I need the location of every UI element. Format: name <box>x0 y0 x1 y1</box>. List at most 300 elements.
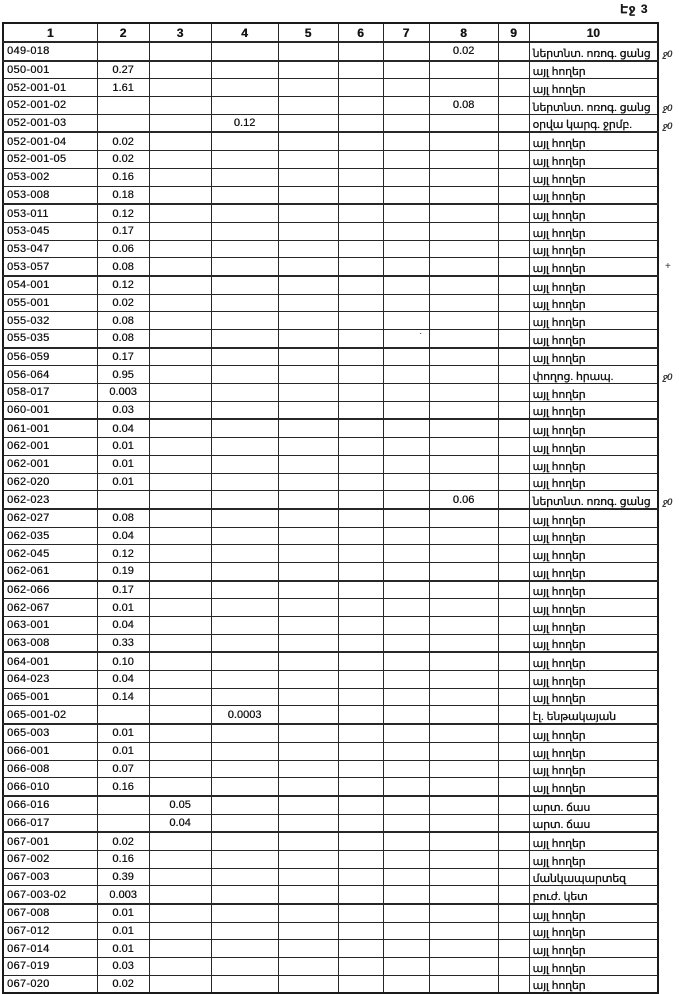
note-cell: այլ հողեր <box>529 832 658 850</box>
table-row <box>3 419 658 437</box>
value-cell <box>498 366 529 384</box>
value-cell <box>383 617 429 635</box>
value-cell <box>149 671 211 689</box>
value-cell <box>429 904 498 922</box>
value-cell <box>383 312 429 330</box>
value-cell <box>211 724 278 742</box>
value-cell <box>278 688 338 706</box>
value-cell <box>149 294 211 312</box>
value-cell <box>278 724 338 742</box>
value-cell <box>498 384 529 402</box>
land-register-table <box>2 22 673 994</box>
parcel-code-cell: 067-008 <box>3 904 97 922</box>
note-cell: այլ հողեր <box>529 186 658 204</box>
parcel-code-cell: 049-018 <box>3 42 97 61</box>
value-cell <box>429 886 498 904</box>
value-cell <box>498 276 529 294</box>
value-cell <box>278 850 338 868</box>
value-cell: 0.16 <box>97 778 149 796</box>
note-cell: այլ հողեր <box>529 222 658 240</box>
value-cell <box>498 850 529 868</box>
value-cell <box>211 922 278 940</box>
value-cell <box>211 832 278 850</box>
parcel-code-cell: 062-045 <box>3 545 97 563</box>
value-cell <box>278 778 338 796</box>
value-cell <box>383 276 429 294</box>
value-cell <box>278 312 338 330</box>
parcel-code-cell: 052-001-01 <box>3 79 97 97</box>
value-cell <box>211 330 278 348</box>
value-cell: 0.16 <box>97 850 149 868</box>
value-cell <box>338 348 383 366</box>
value-cell <box>383 688 429 706</box>
table-row <box>3 760 658 778</box>
value-cell <box>338 706 383 724</box>
table-row <box>3 778 658 796</box>
value-cell <box>498 419 529 437</box>
note-cell: այլ հողեր <box>529 240 658 258</box>
value-cell <box>338 401 383 419</box>
value-cell <box>338 132 383 150</box>
value-cell: 0.16 <box>97 168 149 186</box>
value-cell <box>149 832 211 850</box>
value-cell: 0.08 <box>97 312 149 330</box>
value-cell <box>429 438 498 456</box>
value-cell <box>383 922 429 940</box>
value-cell <box>429 132 498 150</box>
note-cell: այլ հողեր <box>529 348 658 366</box>
parcel-code-cell: 067-020 <box>3 975 97 993</box>
value-cell: 0.04 <box>97 419 149 437</box>
value-cell <box>211 581 278 599</box>
value-cell <box>498 975 529 993</box>
value-cell <box>498 61 529 79</box>
value-cell <box>429 258 498 276</box>
value-cell <box>498 634 529 652</box>
value-cell <box>97 42 149 61</box>
value-cell <box>429 868 498 886</box>
note-cell: օրվա կարգ. ջրմբ. ջ0 <box>529 114 658 132</box>
value-cell <box>498 240 529 258</box>
value-cell <box>498 294 529 312</box>
value-cell <box>149 491 211 509</box>
note-cell: այլ հողեր <box>529 688 658 706</box>
note-cell: այլ հողեր <box>529 545 658 563</box>
value-cell <box>278 186 338 204</box>
value-cell <box>149 419 211 437</box>
value-cell <box>278 671 338 689</box>
column-header: 9 <box>498 23 529 42</box>
value-cell <box>338 940 383 958</box>
value-cell <box>383 366 429 384</box>
value-cell <box>211 742 278 760</box>
value-cell <box>383 132 429 150</box>
value-cell <box>383 294 429 312</box>
value-cell <box>383 509 429 527</box>
note-cell: ներտնտ. ոռոգ. ցանց ջ0 <box>529 42 658 61</box>
value-cell <box>149 330 211 348</box>
value-cell <box>278 796 338 814</box>
value-cell <box>278 940 338 958</box>
value-cell <box>383 742 429 760</box>
value-cell <box>211 222 278 240</box>
value-cell: 0.05 <box>149 796 211 814</box>
note-cell: այլ հողեր <box>529 634 658 652</box>
value-cell <box>338 204 383 222</box>
value-cell <box>149 940 211 958</box>
value-cell <box>211 473 278 491</box>
value-cell <box>383 419 429 437</box>
value-cell <box>149 617 211 635</box>
value-cell: 0.04 <box>97 527 149 545</box>
note-cell: այլ հողեր <box>529 922 658 940</box>
value-cell <box>383 348 429 366</box>
value-cell <box>383 832 429 850</box>
note-cell: բուժ. կետ <box>529 886 658 904</box>
value-cell <box>338 868 383 886</box>
value-cell <box>498 348 529 366</box>
value-cell <box>338 114 383 132</box>
note-cell: այլ հողեր <box>529 850 658 868</box>
table-row <box>3 562 658 580</box>
value-cell <box>338 186 383 204</box>
parcel-code-cell: 053-002 <box>3 168 97 186</box>
value-cell <box>429 742 498 760</box>
table-row <box>3 634 658 652</box>
table-row <box>3 42 658 61</box>
value-cell <box>149 724 211 742</box>
table-row <box>3 204 658 222</box>
value-cell <box>149 634 211 652</box>
value-cell <box>278 330 338 348</box>
value-cell <box>429 724 498 742</box>
value-cell: 0.003 <box>97 886 149 904</box>
value-cell <box>211 760 278 778</box>
value-cell <box>383 868 429 886</box>
value-cell <box>498 599 529 617</box>
table-row <box>3 401 658 419</box>
parcel-code-cell: 067-014 <box>3 940 97 958</box>
value-cell <box>498 455 529 473</box>
table-row <box>3 473 658 491</box>
note-cell: այլ հողեր <box>529 294 658 312</box>
value-cell <box>149 652 211 670</box>
table-row <box>3 348 658 366</box>
value-cell <box>211 132 278 150</box>
value-cell <box>429 652 498 670</box>
value-cell <box>211 868 278 886</box>
note-cell: այլ հողեր <box>529 599 658 617</box>
value-cell <box>383 778 429 796</box>
value-cell <box>211 904 278 922</box>
value-cell <box>149 562 211 580</box>
value-cell: 0.12 <box>97 204 149 222</box>
value-cell <box>383 438 429 456</box>
value-cell <box>338 886 383 904</box>
value-cell <box>278 509 338 527</box>
value-cell <box>383 455 429 473</box>
table-row <box>3 132 658 150</box>
value-cell: 0.01 <box>97 940 149 958</box>
value-cell <box>278 455 338 473</box>
parcel-code-cell: 063-008 <box>3 634 97 652</box>
value-cell <box>498 545 529 563</box>
parcel-code-cell: 053-057 <box>3 258 97 276</box>
value-cell <box>498 688 529 706</box>
value-cell <box>278 294 338 312</box>
value-cell <box>429 688 498 706</box>
value-cell: 0.01 <box>97 473 149 491</box>
parcel-code-cell: 055-001 <box>3 294 97 312</box>
value-cell <box>149 240 211 258</box>
value-cell <box>383 581 429 599</box>
value-cell: 0.12 <box>97 545 149 563</box>
value-cell <box>211 940 278 958</box>
value-cell <box>278 258 338 276</box>
value-cell <box>338 922 383 940</box>
value-cell <box>211 366 278 384</box>
value-cell: 0.01 <box>97 438 149 456</box>
table-row <box>3 79 658 97</box>
value-cell <box>429 186 498 204</box>
value-cell <box>278 581 338 599</box>
value-cell <box>149 850 211 868</box>
value-cell <box>338 850 383 868</box>
value-cell <box>429 581 498 599</box>
value-cell <box>383 527 429 545</box>
table-row <box>3 922 658 940</box>
parcel-code-cell: 067-019 <box>3 958 97 976</box>
table-row <box>3 688 658 706</box>
value-cell <box>211 186 278 204</box>
value-cell <box>278 958 338 976</box>
value-cell <box>338 634 383 652</box>
parcel-code-cell: 066-010 <box>3 778 97 796</box>
value-cell <box>383 599 429 617</box>
value-cell <box>498 832 529 850</box>
note-cell: այլ հողեր <box>529 168 658 186</box>
value-cell <box>211 814 278 832</box>
value-cell <box>338 438 383 456</box>
value-cell <box>149 151 211 169</box>
value-cell <box>498 258 529 276</box>
value-cell <box>338 509 383 527</box>
value-cell <box>383 545 429 563</box>
note-cell: այլ հողեր <box>529 652 658 670</box>
parcel-code-cell: 062-067 <box>3 599 97 617</box>
value-cell <box>383 975 429 993</box>
parcel-code-cell: 066-016 <box>3 796 97 814</box>
value-cell: 0.02 <box>97 132 149 150</box>
value-cell: 0.06 <box>97 240 149 258</box>
value-cell: 0.01 <box>97 922 149 940</box>
parcel-code-cell: 055-032 <box>3 312 97 330</box>
table-row <box>3 671 658 689</box>
value-cell <box>149 97 211 115</box>
value-cell <box>211 79 278 97</box>
value-cell <box>211 294 278 312</box>
value-cell: 0.02 <box>429 42 498 61</box>
value-cell <box>429 61 498 79</box>
value-cell: 0.17 <box>97 348 149 366</box>
value-cell <box>338 599 383 617</box>
value-cell <box>211 312 278 330</box>
parcel-code-cell: 062-027 <box>3 509 97 527</box>
note-cell: այլ հողեր <box>529 258 658 276</box>
value-cell <box>278 545 338 563</box>
value-cell <box>278 634 338 652</box>
note-cell: այլ հողեր <box>529 509 658 527</box>
value-cell <box>338 79 383 97</box>
note-cell: այլ հողեր <box>529 438 658 456</box>
value-cell <box>278 868 338 886</box>
value-cell <box>383 186 429 204</box>
value-cell: 0.14 <box>97 688 149 706</box>
value-cell <box>211 688 278 706</box>
value-cell <box>149 922 211 940</box>
value-cell <box>211 850 278 868</box>
value-cell <box>149 778 211 796</box>
value-cell <box>149 366 211 384</box>
value-cell <box>383 796 429 814</box>
value-cell <box>278 114 338 132</box>
value-cell <box>278 132 338 150</box>
value-cell <box>338 366 383 384</box>
value-cell <box>338 796 383 814</box>
value-cell: 0.18 <box>97 186 149 204</box>
table-row <box>3 904 658 922</box>
handwritten-margin-mark: ջ0 <box>662 372 673 383</box>
note-cell: այլ հողեր <box>529 401 658 419</box>
value-cell <box>149 132 211 150</box>
table-row <box>3 384 658 402</box>
value-cell <box>383 384 429 402</box>
parcel-code-cell: 061-001 <box>3 419 97 437</box>
value-cell <box>338 42 383 61</box>
value-cell <box>149 348 211 366</box>
value-cell: 0.07 <box>97 760 149 778</box>
table-row <box>3 186 658 204</box>
handwritten-margin-mark: ջ0 <box>662 497 673 508</box>
note-cell: այլ հողեր <box>529 975 658 993</box>
parcel-code-cell: 062-001 <box>3 455 97 473</box>
handwritten-margin-mark: ջ0 <box>662 120 673 131</box>
value-cell: 0.01 <box>97 724 149 742</box>
value-cell <box>498 760 529 778</box>
value-cell <box>211 151 278 169</box>
value-cell <box>498 778 529 796</box>
value-cell: 0.04 <box>97 617 149 635</box>
value-cell <box>429 545 498 563</box>
value-cell <box>211 545 278 563</box>
value-cell: 0.01 <box>97 599 149 617</box>
table-row <box>3 527 658 545</box>
value-cell <box>211 634 278 652</box>
table-row <box>3 599 658 617</box>
value-cell <box>498 330 529 348</box>
note-cell: այլ հողեր <box>529 419 658 437</box>
value-cell <box>429 922 498 940</box>
note-cell: այլ հողեր <box>529 940 658 958</box>
value-cell <box>498 886 529 904</box>
note-cell: այլ հողեր <box>529 742 658 760</box>
value-cell: 0.02 <box>97 151 149 169</box>
value-cell <box>429 473 498 491</box>
value-cell <box>429 276 498 294</box>
value-cell <box>429 348 498 366</box>
table-row <box>3 151 658 169</box>
value-cell <box>149 688 211 706</box>
table-row <box>3 706 658 724</box>
value-cell <box>338 97 383 115</box>
value-cell <box>278 348 338 366</box>
value-cell: 0.01 <box>97 742 149 760</box>
value-cell <box>383 97 429 115</box>
parcel-code-cell: 064-001 <box>3 652 97 670</box>
value-cell: 0.39 <box>97 868 149 886</box>
handwritten-margin-mark: ջ0 <box>662 49 673 59</box>
value-cell <box>278 922 338 940</box>
value-cell <box>338 384 383 402</box>
value-cell <box>211 240 278 258</box>
parcel-code-cell: 067-003-02 <box>3 886 97 904</box>
value-cell <box>383 940 429 958</box>
value-cell <box>498 581 529 599</box>
value-cell <box>149 742 211 760</box>
column-header: 10 <box>529 23 658 42</box>
value-cell <box>429 671 498 689</box>
parcel-code-cell: 053-011 <box>3 204 97 222</box>
value-cell <box>383 61 429 79</box>
value-cell <box>498 940 529 958</box>
value-cell <box>338 527 383 545</box>
value-cell <box>429 312 498 330</box>
value-cell <box>429 940 498 958</box>
value-cell <box>338 491 383 509</box>
value-cell <box>278 151 338 169</box>
value-cell <box>338 671 383 689</box>
value-cell <box>278 366 338 384</box>
value-cell <box>429 204 498 222</box>
column-header: 5 <box>278 23 338 42</box>
value-cell <box>383 151 429 169</box>
value-cell <box>338 294 383 312</box>
value-cell <box>338 832 383 850</box>
table-row <box>3 168 658 186</box>
value-cell <box>383 222 429 240</box>
value-cell <box>429 168 498 186</box>
value-cell: 0.04 <box>97 671 149 689</box>
value-cell <box>429 760 498 778</box>
value-cell <box>211 671 278 689</box>
value-cell: 0.0003 <box>211 706 278 724</box>
value-cell <box>97 114 149 132</box>
value-cell <box>383 886 429 904</box>
value-cell <box>211 204 278 222</box>
value-cell <box>278 742 338 760</box>
note-cell: այլ հողեր <box>529 384 658 402</box>
table-row <box>3 294 658 312</box>
value-cell <box>278 491 338 509</box>
column-header: 4 <box>211 23 278 42</box>
value-cell <box>383 724 429 742</box>
table-row <box>3 886 658 904</box>
value-cell: 0.08 <box>97 509 149 527</box>
value-cell: 0.06 <box>429 491 498 509</box>
value-cell <box>338 222 383 240</box>
parcel-code-cell: 056-064 <box>3 366 97 384</box>
value-cell: 0.02 <box>97 975 149 993</box>
